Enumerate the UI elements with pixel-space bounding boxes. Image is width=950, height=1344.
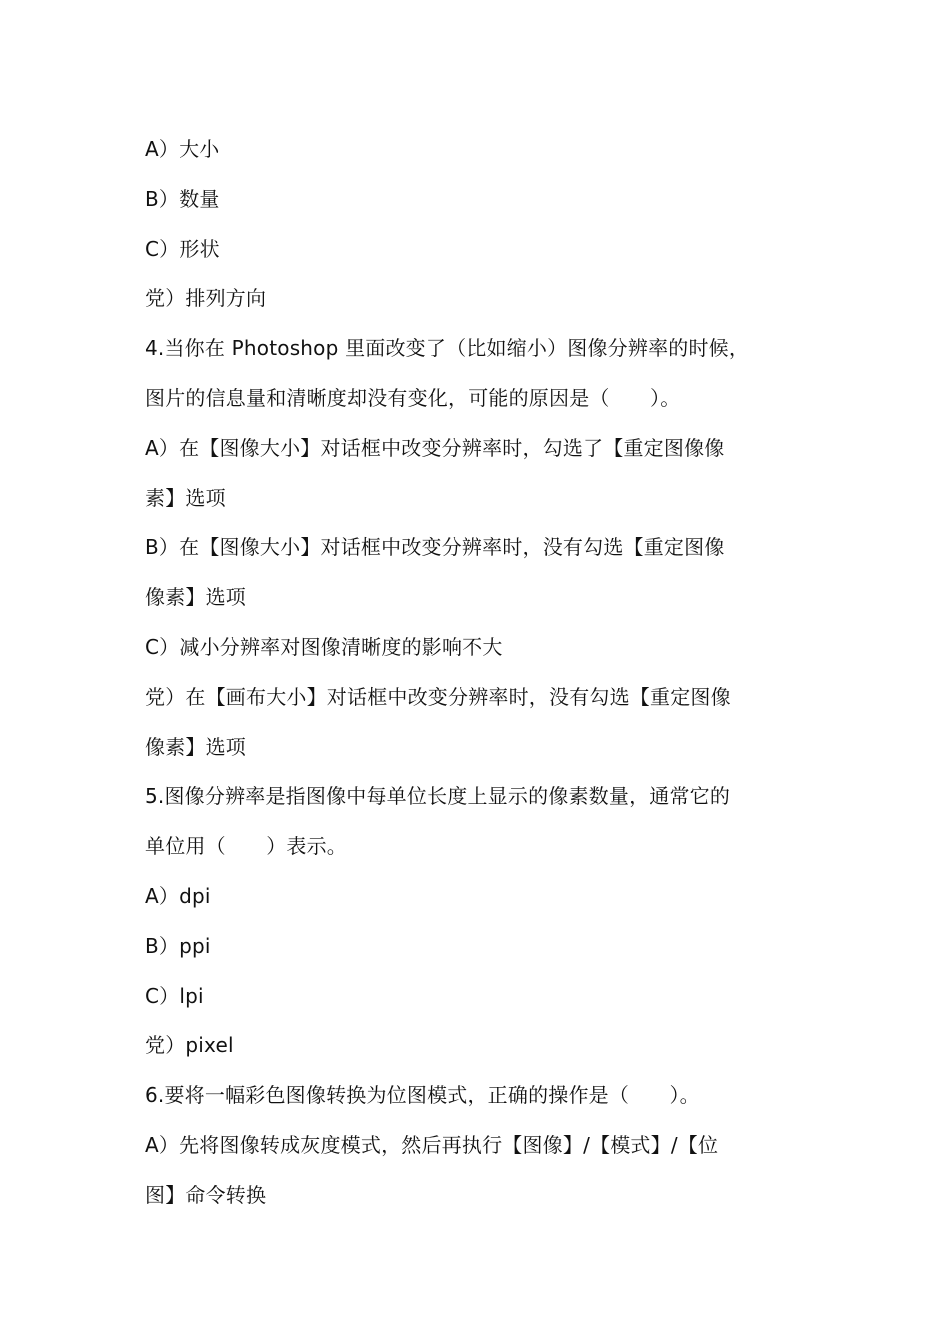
option-5-c: C）lpi bbox=[145, 983, 204, 1008]
option-6-a-line-2: 图】命令转换 bbox=[145, 1182, 267, 1207]
option-5-d: 党）pixel bbox=[145, 1033, 234, 1058]
option-3-a: A）大小 bbox=[145, 137, 220, 161]
option-5-a: A）dpi bbox=[145, 883, 211, 908]
question-5-line-1: 5.图像分辨率是指图像中每单位长度上显示的像素数量，通常它的 bbox=[145, 784, 731, 809]
option-4-a-line-1: A）在【图像大小】对话框中改变分辨率时，勾选了【重定图像像 bbox=[145, 435, 725, 460]
question-4-line-1: 4.当你在 Photoshop 里面改变了（比如缩小）图像分辨率的时候， bbox=[145, 336, 750, 361]
option-4-d-line-2: 像素】选项 bbox=[145, 734, 246, 759]
question-6: 6.要将一幅彩色图像转换为位图模式，正确的操作是（ ）。 bbox=[145, 1083, 700, 1108]
option-4-c: C）减小分辨率对图像清晰度的影响不大 bbox=[145, 634, 503, 659]
option-3-b: B）数量 bbox=[145, 186, 220, 211]
document-text-body bbox=[145, 125, 805, 1221]
option-6-a-line-1: A）先将图像转成灰度模式，然后再执行【图像】/【模式】/【位 bbox=[145, 1132, 719, 1157]
question-4-line-2: 图片的信息量和清晰度却没有变化，可能的原因是（ ）。 bbox=[145, 385, 681, 410]
question-5-line-2: 单位用（ ）表示。 bbox=[145, 834, 347, 859]
option-3-d: 党）排列方向 bbox=[145, 286, 267, 311]
option-4-b-line-2: 像素】选项 bbox=[145, 585, 246, 610]
option-5-b: B）ppi bbox=[145, 933, 211, 958]
option-4-d-line-1: 党）在【画布大小】对话框中改变分辨率时，没有勾选【重定图像 bbox=[145, 684, 731, 709]
option-3-c: C）形状 bbox=[145, 236, 220, 261]
option-4-b-line-1: B）在【图像大小】对话框中改变分辨率时，没有勾选【重定图像 bbox=[145, 535, 725, 560]
option-4-a-line-2: 素】选项 bbox=[145, 485, 226, 510]
